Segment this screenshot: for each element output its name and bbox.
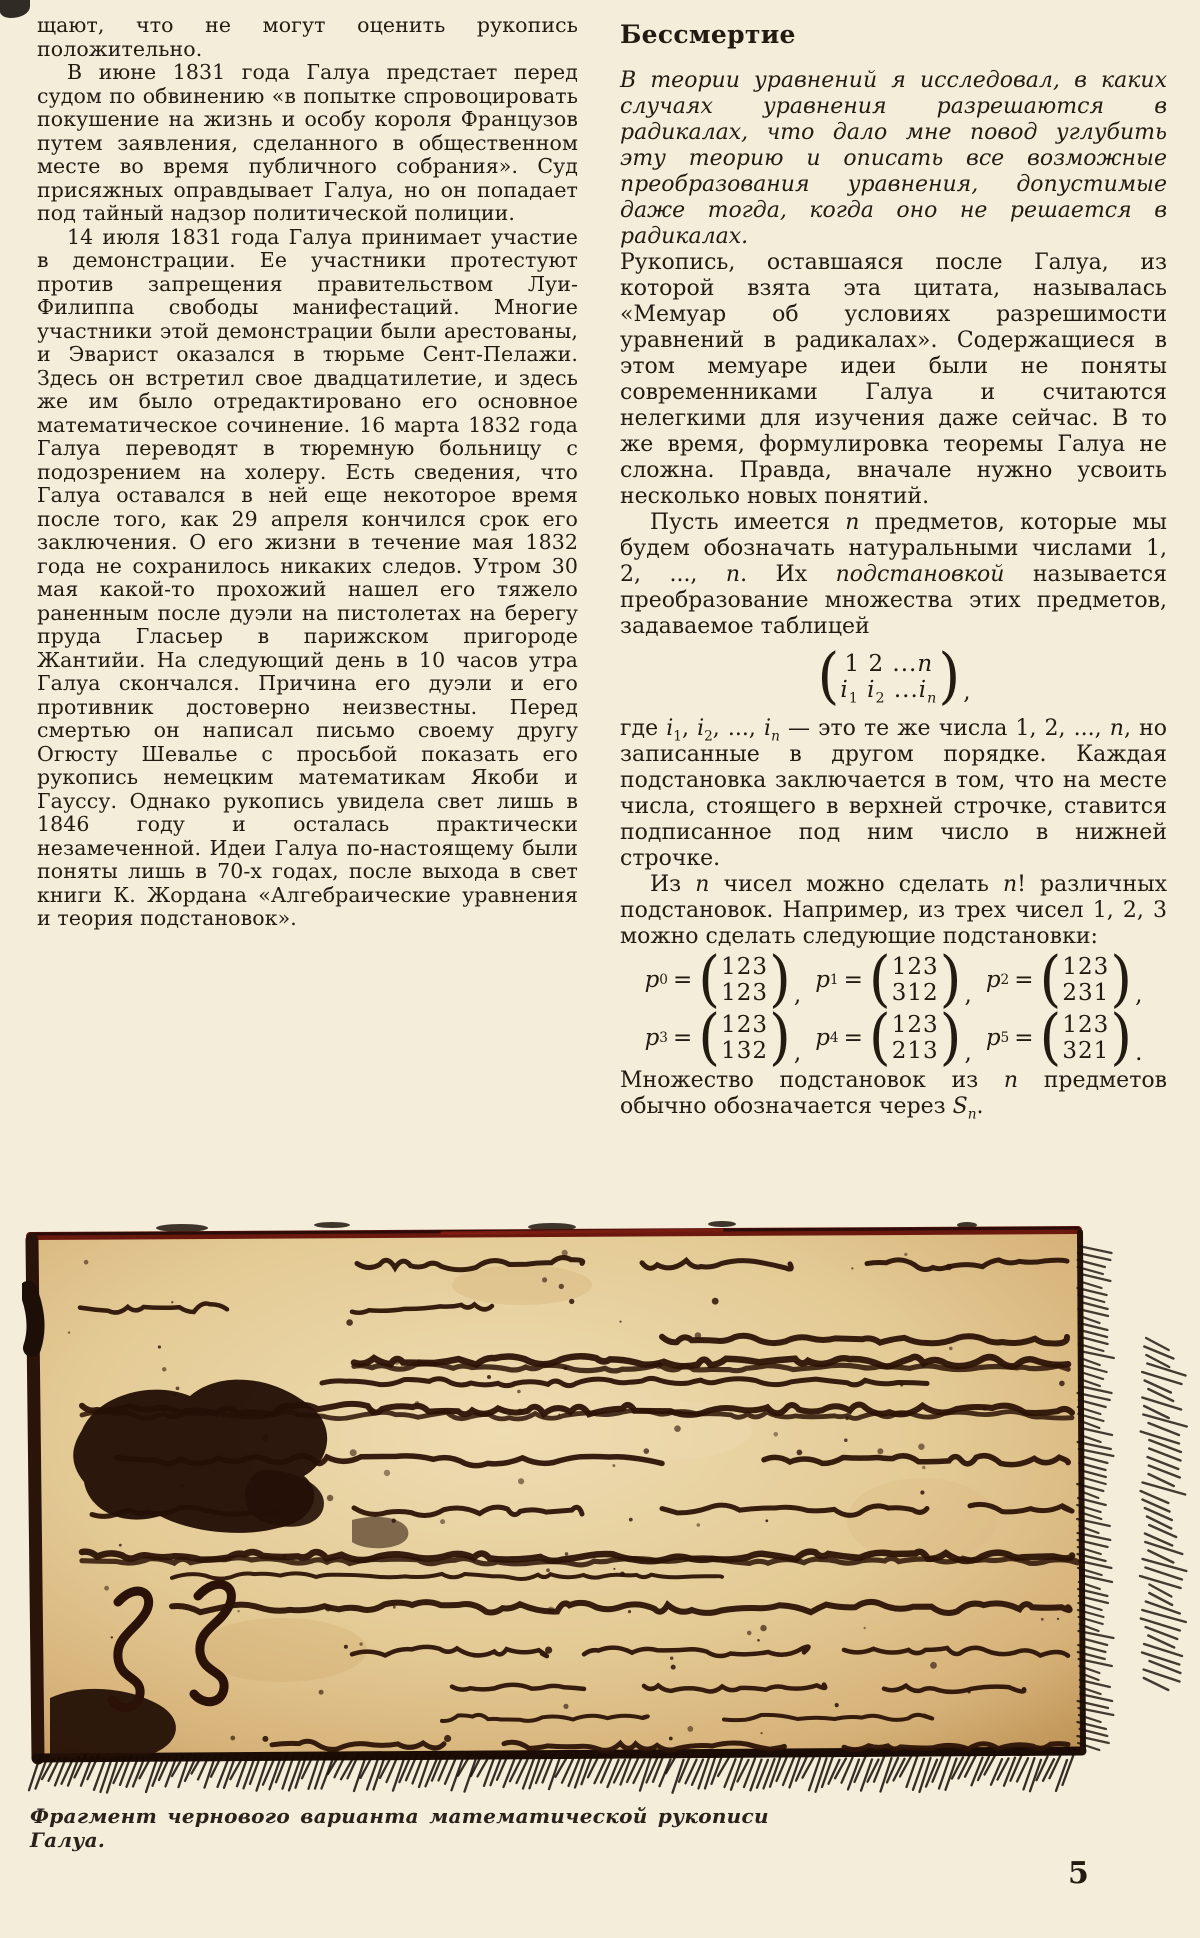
scan-artifact: [0, 0, 30, 18]
paragraph-from-n: Из n чисел можно сделать n! различных подстановок. Например, из трех чисел 1, 2, 3 можно сделать следующие подстановки:: [620, 872, 1167, 949]
manuscript-photo: [22, 1220, 1192, 1812]
section-heading: Бессмертие: [620, 20, 796, 49]
permutation-formula: p 5 = ( 123 321 ) .: [985, 1002, 1143, 1073]
paragraph: В июне 1831 года Галуа предстает перед судом по обвинению «в попытке спровоцировать покушение на жизнь и особу короля Французов путем заявления, сделанного в общественном месте во время публичного собрания». Суд присяжных оправдывает Галуа, но он попадает под тайный надзор политической полиции.: [37, 60, 578, 225]
paragraph-manuscript: Рукопись, оставшаяся после Галуа, из которой взята эта цитата, называлась «Мемуар об условиях разрешимости уравнений в радикалах». Содержащиеся в этом мемуаре идеи были не поняты современниками Галуа и считаются нелегкими для изучения даже сейчас. В то же время, формулировка теоремы Галуа не сложна. Правда, вначале нужно усвоить несколько новых понятий.: [620, 250, 1167, 509]
paragraph-where: где $i_1$, $i_2$, ..., $i_n$ — это те же числа 1, 2, ..., n, но записанные в другом порядке. Каждая подстановка заключается в том, что на месте числа, стоящего в верхней строчке, ставится подписанное под ним число в нижней строчке.: [620, 716, 1167, 871]
left-column: [37, 14, 578, 931]
permutation-formula: p 1 = ( 123 312 ) ,: [815, 944, 972, 1015]
permutation-formulas: [620, 944, 1167, 1073]
permutation-formula: p 3 = ( 123 132 ) ,: [644, 1002, 802, 1073]
figure-caption: Фрагмент чернового варианта математической рукописи Галуа.: [30, 1804, 769, 1852]
paragraph-n-objects: Пусть имеется n предметов, которые мы будем обозначать натуральными числами 1, 2, ..., n. Их подстановкой называется преобразование множества этих предметов, задаваемое таблицей: [620, 510, 1168, 639]
right-column: [620, 20, 1168, 1123]
substitution-table-formula: ( 1 2 ...n $i_1$ $i_2$ $...i_n$ ) ,: [817, 641, 971, 712]
permutation-formula: p 0 = ( 123 123 ) ,: [644, 944, 802, 1015]
permutation-formula: p 4 = ( 123 213 ) ,: [815, 1002, 972, 1073]
page-number: 5: [1068, 1856, 1089, 1891]
paragraph: 14 июля 1831 года Галуа принимает участие в демонстрации. Ее участники протестуют против запрещения правительством Луи-Филиппа свободы манифестаций. Многие участники этой демонстрации были арестованы, и Эварист оказался в тюрьме Сент-Пелажи. Здесь он встретил свое двадцатилетие, и здесь же им было отредактировано его основное математическое сочинение. 16 марта 1832 года Галуа переводят в тюремную больницу с подозрением на холеру. Есть сведения, что Галуа оставался в ней еще некоторое время после того, как 29 апреля кончился срок его заключения. О его жизни в течение мая 1832 года не сохранилось никаких следов. Утром 30 мая какой-то прохожий нашел его тяжело раненным после дуэли на пистолетах на берегу пруда Гласьер в парижском пригороде Жантийи. На следующий день в 10 часов утра Галуа скончался. Причина его дуэли и его противник достоверно неизвестны. Перед смертью он написал письмо своему другу Огюсту Шевалье с просьбой показать его рукопись немецким математикам Якоби и Гауссу. Однако рукопись увидела свет лишь в 1846 году и осталась практически незамеченной. Идеи Галуа по-настоящему были поняты лишь в 70-х годах, после выхода в свет книги К. Жордана «Алгебраические уравнения и теория подстановок».: [37, 224, 578, 930]
permutation-formula: p 2 = ( 123 231 ) ,: [985, 944, 1143, 1015]
galois-quote: В теории уравнений я исследовал, в каких случаях уравнения разрешаются в радикалах, что дало мне повод углубить эту теорию и описать все возможные преобразования уравнения, допустимые даже тогда, когда оно не решается в радикалах.: [620, 68, 1167, 249]
paragraph-set-sn: Множество подстановок из n предметов обычно обозначается через $S_n$.: [620, 1068, 1167, 1123]
paragraph: щают, что не могут оценить рукопись положительно.: [37, 13, 578, 61]
